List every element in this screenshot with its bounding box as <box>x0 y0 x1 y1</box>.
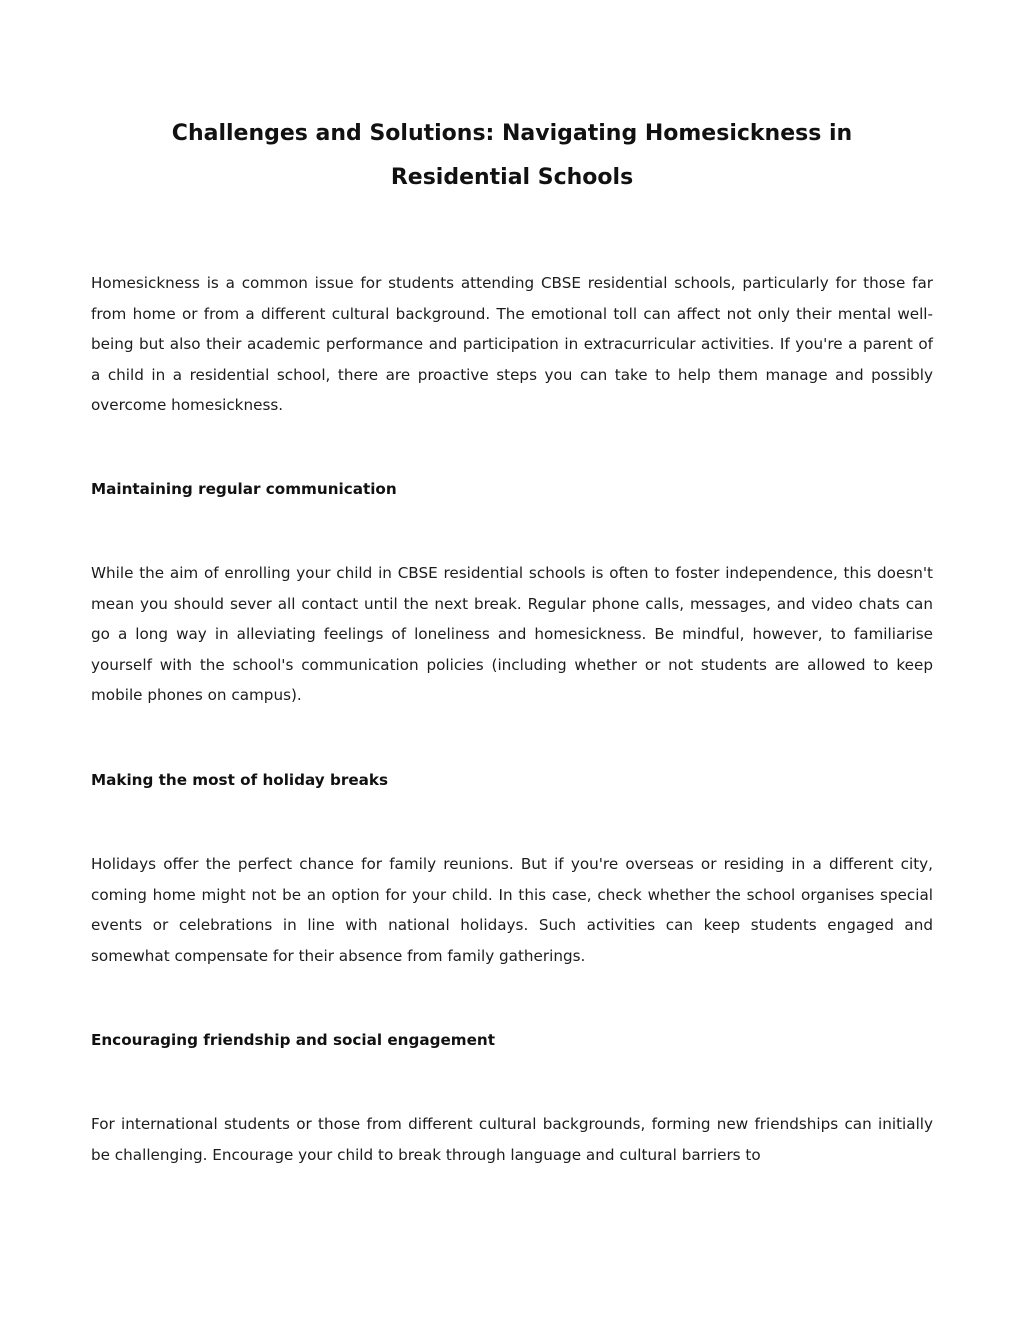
section-body-holiday-breaks: Holidays offer the perfect chance for family reunions. But if you're overseas or residing in a different city, coming home might not be an option for your child. In this case, check whether the school organises special events or celebrations in line with national holidays. Such activities can keep students engaged and somewhat compensate for their absence from family gatherings. <box>91 855 933 965</box>
section-heading-communication: Maintaining regular communication <box>91 480 397 498</box>
section-body-communication: While the aim of enrolling your child in CBSE residential schools is often to foster independence, this doesn't mean you should sever all contact until the next break. Regular phone calls, messages, and video chats can go a long way in alleviating feelings of loneliness and homesickness. Be mindful, however, to familiarise yourself with the school's communication policies (including whether or not students are allowed to keep mobile phones on campus). <box>91 564 933 704</box>
section-heading-holiday-breaks: Making the most of holiday breaks <box>91 771 389 789</box>
section-heading-friendship: Encouraging friendship and social engagement <box>91 1031 495 1049</box>
intro-paragraph: Homesickness is a common issue for students attending CBSE residential schools, particularly for those far from home or from a different cultural background. The emotional toll can affect not only their mental well-being but also their academic performance and participation in extracurricular activities. If you're a parent of a child in a residential school, there are proactive steps you can take to help them manage and possibly overcome homesickness. <box>91 274 933 414</box>
page-title: Challenges and Solutions: Navigating Homesickness in Residential Schools <box>171 121 853 190</box>
section-body-friendship: For international students or those from different cultural backgrounds, forming new friendships can initially be challenging. Encourage your child to break through language and cultural barriers to <box>91 1115 933 1164</box>
